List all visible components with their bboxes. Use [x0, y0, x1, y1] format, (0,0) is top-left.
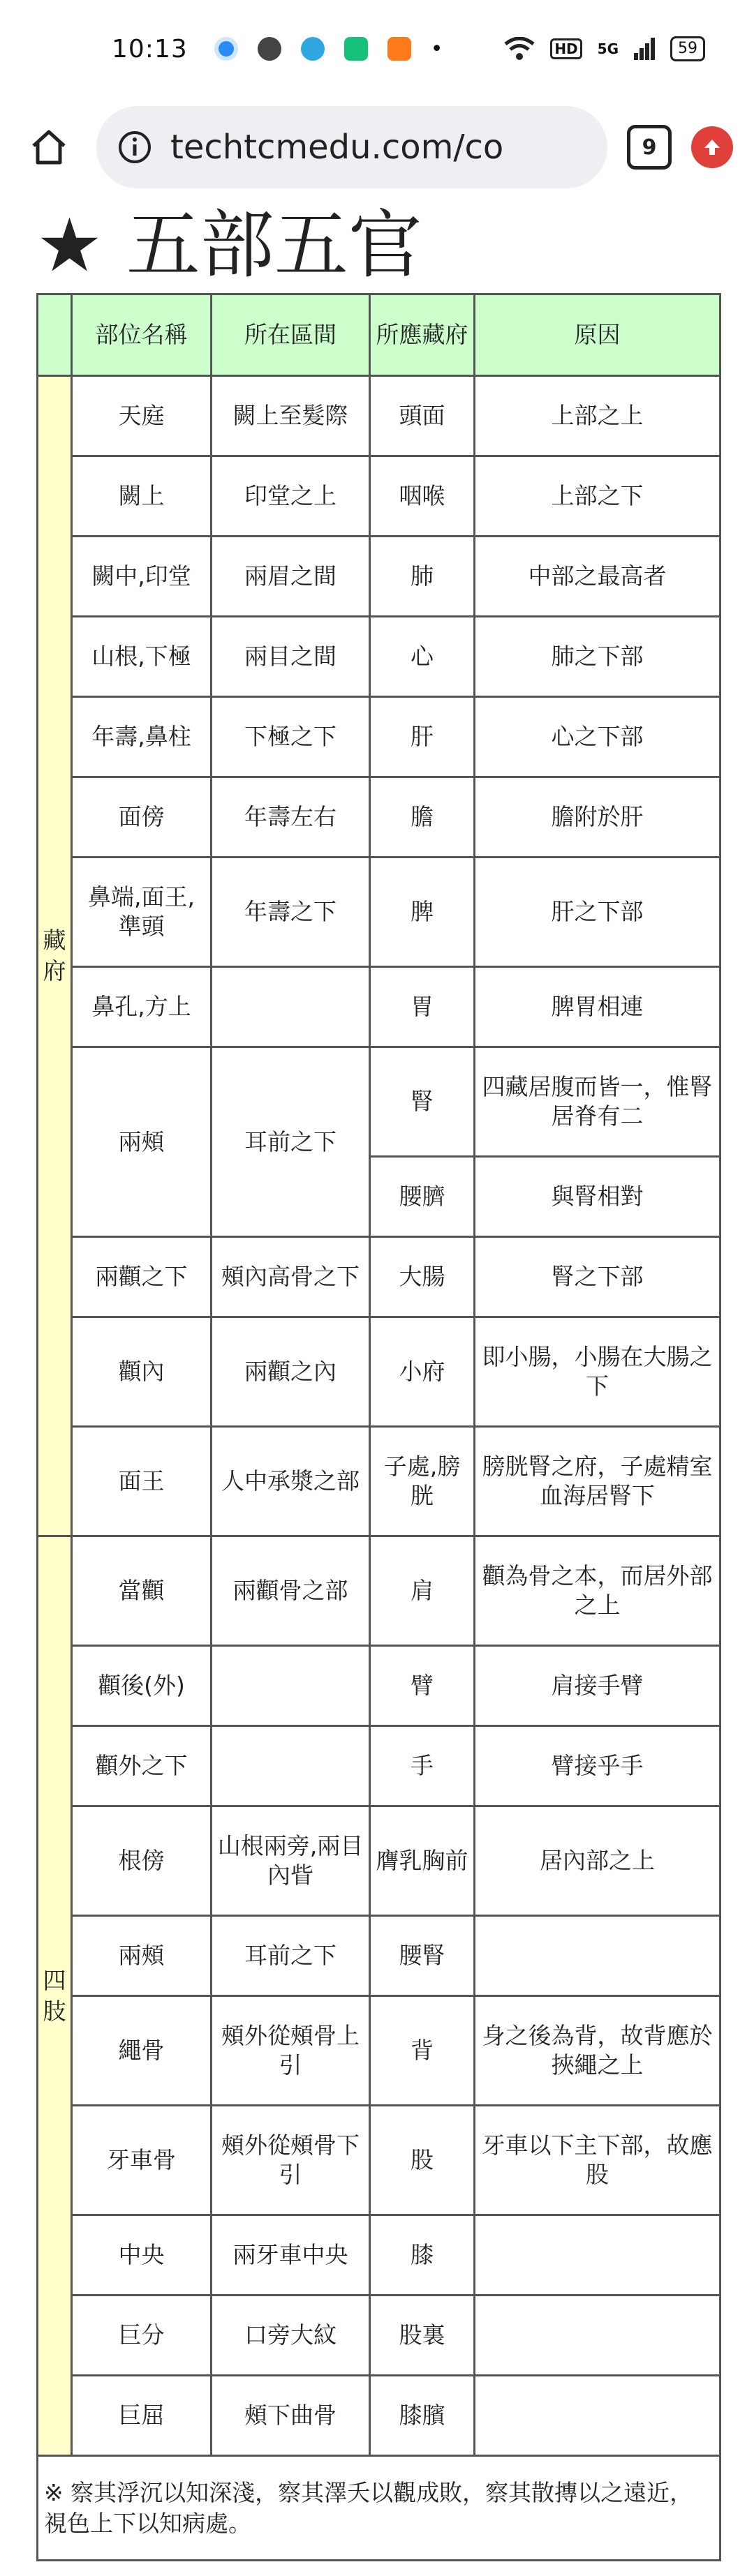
table-cell: 頰內高骨之下 [212, 1237, 370, 1317]
table-row [38, 1646, 720, 1726]
table-cell [212, 1726, 370, 1806]
table-row [38, 537, 720, 617]
table-cell: 小府 [370, 1317, 475, 1427]
table-cell: 肩接手臂 [475, 1646, 720, 1726]
shopping-app-icon [344, 37, 368, 61]
table-cell: 腰臍 [370, 1157, 475, 1237]
table-cell: 年壽之下 [212, 858, 370, 967]
page-content [0, 202, 754, 2561]
table-cell: 天庭 [72, 376, 212, 456]
table-cell: 顴後(外) [72, 1646, 212, 1726]
table-row [38, 777, 720, 858]
table-cell: 肺之下部 [475, 617, 720, 697]
table-cell [212, 967, 370, 1047]
table-cell: 兩頰 [72, 1047, 212, 1237]
header-cell: 所在區間 [212, 294, 370, 376]
table-cell: 上部之下 [475, 456, 720, 537]
table-cell: 與腎相對 [475, 1157, 720, 1237]
table-cell: 手 [370, 1726, 475, 1806]
table-row [38, 1317, 720, 1427]
header-cell: 部位名稱 [72, 294, 212, 376]
status-right [504, 36, 705, 61]
table-cell [212, 1646, 370, 1726]
table-cell: 膺乳胸前 [370, 1806, 475, 1916]
table-cell: 巨屈 [72, 2376, 212, 2456]
table-header-row [38, 294, 720, 376]
table-row [38, 967, 720, 1047]
footnote: ※ 察其浮沉以知深淺，察其澤夭以觀成敗，察其散摶以之遠近，視色上下以知病處。 [38, 2456, 720, 2561]
table-cell: 大腸 [370, 1237, 475, 1317]
update-menu-button[interactable] [691, 126, 733, 168]
home-button[interactable] [21, 119, 77, 175]
table-cell: 頰外從頰骨上引 [212, 1996, 370, 2106]
table-row [38, 858, 720, 967]
table-cell: 牙車骨 [72, 2106, 212, 2215]
table-cell: 根傍 [72, 1806, 212, 1916]
table-cell: 脾胃相連 [475, 967, 720, 1047]
url-text[interactable]: techtcmedu.com/co [170, 128, 504, 167]
table-cell: 肝 [370, 697, 475, 777]
page-title: ★ 五部五官 [36, 202, 422, 288]
table-cell: 股 [370, 2106, 475, 2215]
table-cell: 股裏 [370, 2296, 475, 2376]
table-cell: 兩牙車中央 [212, 2215, 370, 2296]
table-cell: 胃 [370, 967, 475, 1047]
signal-icon [634, 38, 655, 60]
telegram-icon [301, 37, 325, 61]
home-icon [28, 126, 70, 168]
table-cell [475, 2296, 720, 2376]
face-map-table [36, 293, 721, 2561]
table-cell: 面王 [72, 1427, 212, 1536]
table-cell: 兩眉之間 [212, 537, 370, 617]
table-cell: 面傍 [72, 777, 212, 858]
table-cell: 顴為骨之本，而居外部之上 [475, 1536, 720, 1646]
table-row [38, 376, 720, 456]
network-type: 5G [597, 40, 619, 57]
table-cell: 肺 [370, 537, 475, 617]
table-cell: 耳前之下 [212, 1047, 370, 1237]
tabs-button[interactable] [627, 125, 672, 170]
table-cell: 頭面 [370, 376, 475, 456]
table-cell: 咽喉 [370, 456, 475, 537]
table-cell: 膽附於肝 [475, 777, 720, 858]
table-cell: 兩顴骨之部 [212, 1536, 370, 1646]
table-row [38, 2376, 720, 2456]
table-cell: 腎 [370, 1047, 475, 1157]
table-cell: 顴外之下 [72, 1726, 212, 1806]
table-cell: 上部之上 [475, 376, 720, 456]
table-row [38, 697, 720, 777]
table-cell: 下極之下 [212, 697, 370, 777]
table-cell: 臂接乎手 [475, 1726, 720, 1806]
table-cell: 牙車以下主下部，故應股 [475, 2106, 720, 2215]
table-cell: 頰外從頰骨下引 [212, 2106, 370, 2215]
table-cell: 背 [370, 1996, 475, 2106]
table-cell: 心 [370, 617, 475, 697]
table-cell: 兩顴之下 [72, 1237, 212, 1317]
table-cell: 膝臏 [370, 2376, 475, 2456]
address-bar[interactable] [96, 106, 607, 188]
table-cell: 山根,下極 [72, 617, 212, 697]
table-cell: 膀胱腎之府，子處精室血海居腎下 [475, 1427, 720, 1536]
section-label-limbs: 四肢 [38, 1536, 72, 2456]
more-notifications-icon: • [430, 36, 443, 61]
table-cell: 中部之最高者 [475, 537, 720, 617]
table-cell: 居內部之上 [475, 1806, 720, 1916]
table-cell: 兩顴之內 [212, 1317, 370, 1427]
table-cell: 耳前之下 [212, 1916, 370, 1996]
header-empty [38, 294, 72, 376]
battery-indicator: 59 [670, 36, 705, 61]
header-cell: 所應藏府 [370, 294, 475, 376]
table-cell: 膝 [370, 2215, 475, 2296]
table-cell: 脾 [370, 858, 475, 967]
table-row [38, 2106, 720, 2215]
table-row [38, 456, 720, 537]
info-icon[interactable] [117, 130, 152, 165]
table-cell: 頰下曲骨 [212, 2376, 370, 2456]
table-cell: 即小腸，小腸在大腸之下 [475, 1317, 720, 1427]
table-cell: 口旁大紋 [212, 2296, 370, 2376]
table-cell: 闕中,印堂 [72, 537, 212, 617]
table-cell: 鼻孔,方上 [72, 967, 212, 1047]
hd-badge: HD [550, 38, 582, 59]
table-cell: 巨分 [72, 2296, 212, 2376]
table-cell: 年壽左右 [212, 777, 370, 858]
wifi-icon [504, 37, 535, 61]
table-cell: 闕上至髮際 [212, 376, 370, 456]
section-label-zangfu: 藏府 [38, 376, 72, 1536]
table-cell: 臂 [370, 1646, 475, 1726]
app-notification-icon [214, 37, 238, 61]
table-cell: 兩頰 [72, 1916, 212, 1996]
table-cell: 四藏居腹而皆一，惟腎居脊有二 [475, 1047, 720, 1157]
table-cell: 山根兩旁,兩目內眥 [212, 1806, 370, 1916]
table-cell [475, 1916, 720, 1996]
table-cell: 繩骨 [72, 1996, 212, 2106]
taobao-icon [387, 37, 411, 61]
table-cell: 年壽,鼻柱 [72, 697, 212, 777]
table-cell: 當顴 [72, 1536, 212, 1646]
table-row [38, 2215, 720, 2296]
table-row [38, 1916, 720, 1996]
table-cell: 闕上 [72, 456, 212, 537]
table-cell: 鼻端,面王,準頭 [72, 858, 212, 967]
table-row [38, 1047, 720, 1157]
arrow-up-icon [700, 135, 724, 159]
table-cell: 身之後為背，故背應於挾繩之上 [475, 1996, 720, 2106]
tab-count: 9 [642, 135, 657, 160]
table-row [38, 617, 720, 697]
table-cell [475, 2215, 720, 2296]
table-cell: 腰腎 [370, 1916, 475, 1996]
table-row [38, 1726, 720, 1806]
table-row [38, 1536, 720, 1646]
table-cell [475, 2376, 720, 2456]
table-cell: 子處,膀胱 [370, 1427, 475, 1536]
table-cell: 印堂之上 [212, 456, 370, 537]
table-row [38, 2296, 720, 2376]
table-row [38, 1806, 720, 1916]
table-footnote-row [38, 2456, 720, 2561]
wechat-icon [258, 37, 281, 61]
table-cell: 中央 [72, 2215, 212, 2296]
browser-toolbar [0, 98, 754, 197]
table-cell: 膽 [370, 777, 475, 858]
table-cell: 肝之下部 [475, 858, 720, 967]
table-row [38, 1427, 720, 1536]
table-cell: 顴內 [72, 1317, 212, 1427]
table-cell: 腎之下部 [475, 1237, 720, 1317]
table-cell: 肩 [370, 1536, 475, 1646]
clock: 10:13 [112, 34, 188, 63]
table-cell: 心之下部 [475, 697, 720, 777]
table-row [38, 1996, 720, 2106]
status-left [112, 35, 443, 63]
table-cell: 人中承漿之部 [212, 1427, 370, 1536]
table-row [38, 1237, 720, 1317]
header-cell: 原因 [475, 294, 720, 376]
status-bar [0, 0, 754, 98]
table-cell: 兩目之間 [212, 617, 370, 697]
